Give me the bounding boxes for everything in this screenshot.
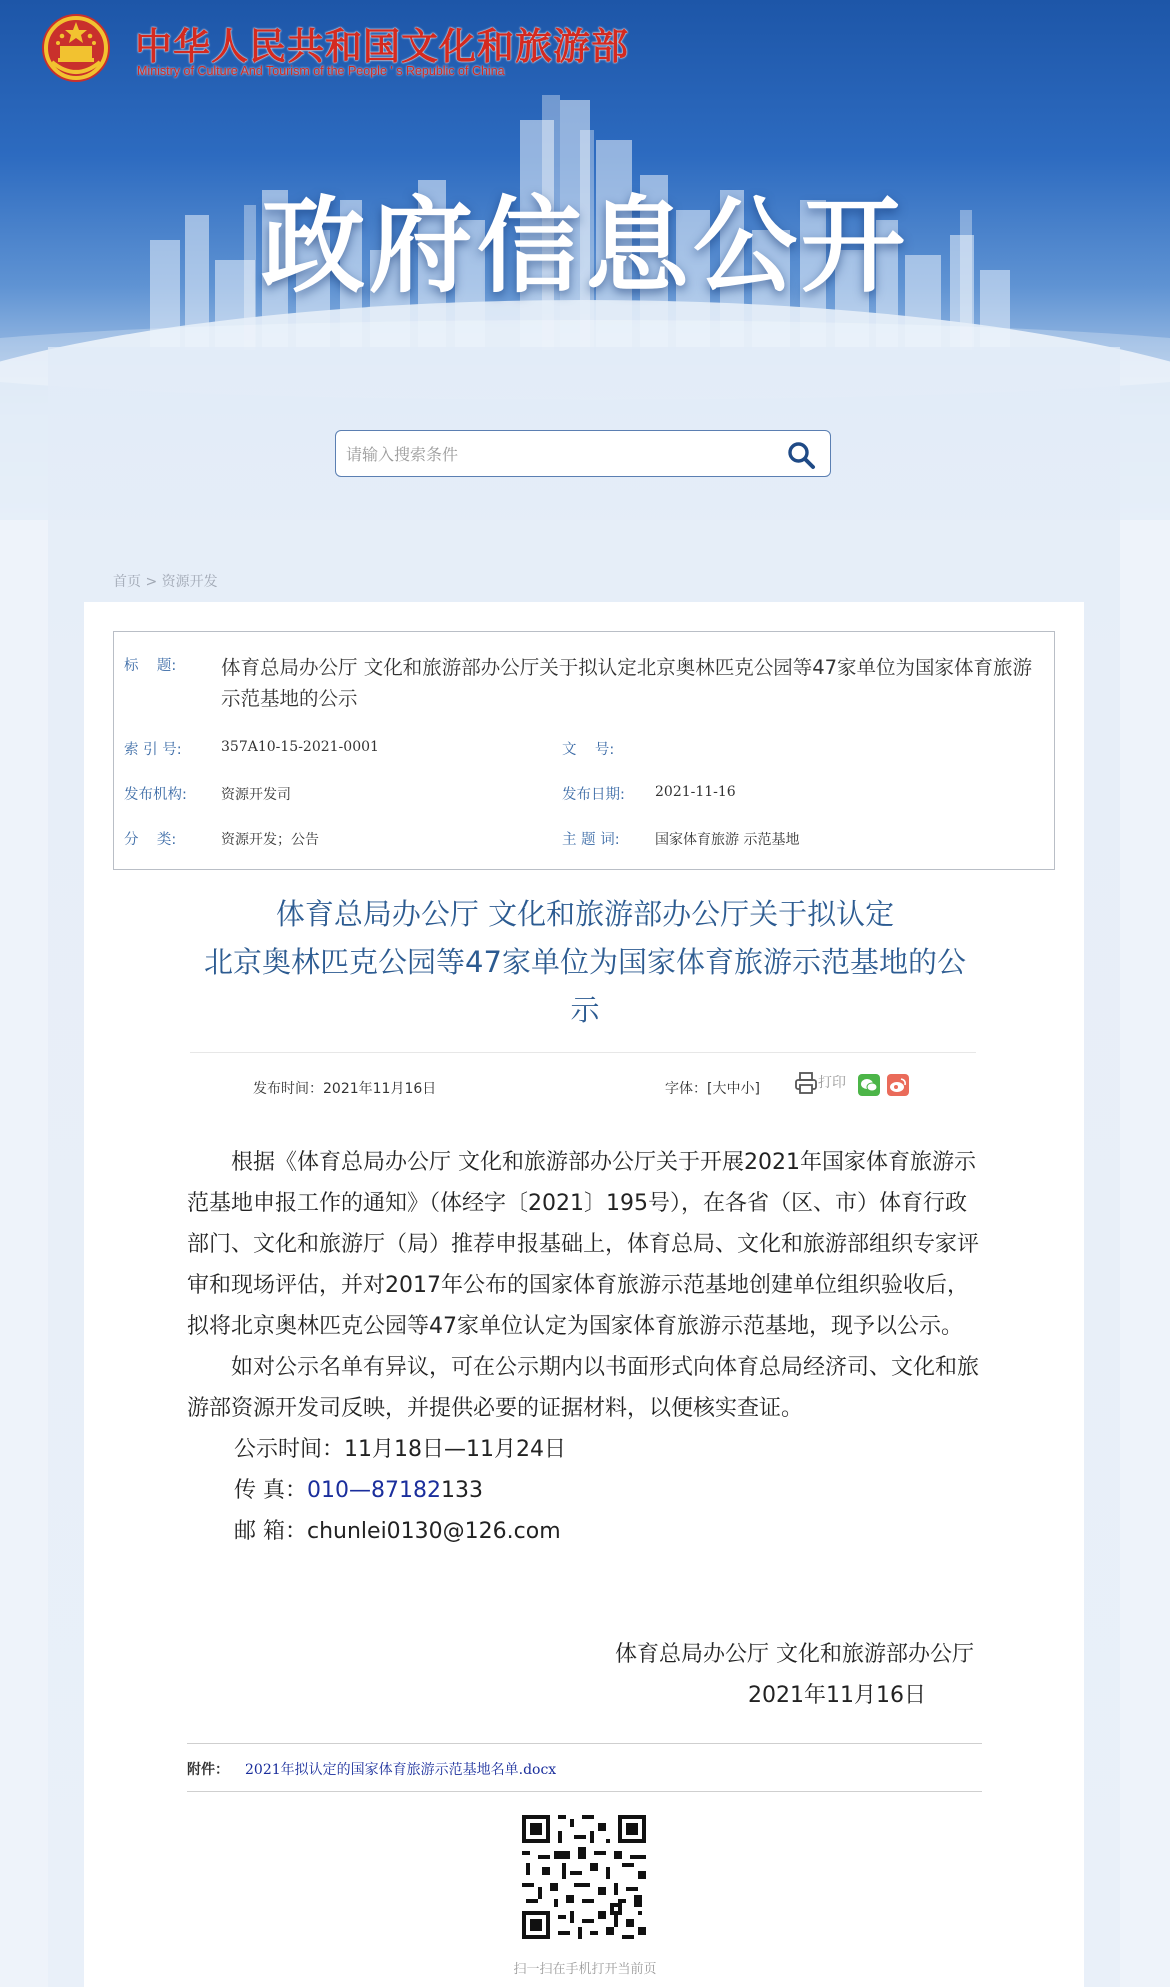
signature-org: 体育总局办公厅 文化和旅游部办公厅 bbox=[615, 1642, 974, 1667]
wechat-share-icon[interactable] bbox=[858, 1074, 880, 1096]
qr-code bbox=[518, 1811, 650, 1943]
paragraph: 根据《体育总局办公厅 文化和旅游部办公厅关于开展2021年国家体育旅游示范基地申报工作的通知》（体经字〔2021〕195号），在各省（区、市）体育行政部门、文化和旅游厅（局）推荐申报基础上，体育总局、文化和旅游部组织专家评审和现场评估，并对2017年公布的国家体育旅游示范基地创建单位组织验收后，拟将北京奥林匹克公园等47家单位认定为国家体育旅游示范基地，现予以公示。 bbox=[187, 1150, 980, 1339]
national-emblem-logo bbox=[38, 10, 114, 86]
email-line: 邮 箱：chunlei0130@126.com bbox=[234, 1519, 561, 1544]
meta-publisher-label: 发布机构: bbox=[124, 787, 187, 803]
meta-date-value: 2021-11-16 bbox=[655, 784, 736, 800]
print-button[interactable] bbox=[794, 1071, 846, 1095]
meta-category-value: 资源开发；公告 bbox=[221, 832, 319, 848]
fax-number-link[interactable]: 010—87182 bbox=[307, 1478, 441, 1503]
meta-index-value: 357A10-15-2021-0001 bbox=[221, 739, 379, 755]
meta-docno-label: 文 号: bbox=[562, 742, 615, 758]
meta-keywords-label: 主 题 词: bbox=[562, 832, 620, 848]
article-title-line: 示 bbox=[570, 993, 600, 1027]
document-metadata-table bbox=[113, 631, 1055, 870]
article-title-line: 北京奥林匹克公园等47家单位为国家体育旅游示范基地的公 bbox=[204, 945, 966, 979]
meta-index-label: 索 引 号: bbox=[124, 742, 182, 758]
breadcrumb-separator: > bbox=[141, 574, 162, 590]
article-body bbox=[187, 1142, 982, 1552]
fax-line bbox=[187, 1470, 982, 1511]
breadcrumb-current[interactable]: 资源开发 bbox=[161, 574, 218, 590]
signature-date: 2021年11月16日 bbox=[748, 1683, 926, 1708]
attachment-divider-bottom bbox=[187, 1791, 982, 1792]
attachment-label: 附件： bbox=[187, 1762, 229, 1778]
meta-keywords-value: 国家体育旅游 示范基地 bbox=[655, 832, 800, 848]
weibo-share-icon[interactable] bbox=[887, 1074, 909, 1096]
printer-icon bbox=[794, 1071, 818, 1095]
print-label: 打印 bbox=[818, 1075, 846, 1091]
search-box bbox=[335, 430, 831, 477]
paragraph: 如对公示名单有异议，可在公示期内以书面形式向体育总局经济司、文化和旅游部资源开发司反映，并提供必要的证据材料，以便核实查证。 bbox=[187, 1355, 980, 1421]
page-headline: 政府信息公开 bbox=[260, 185, 909, 307]
meta-date-label: 发布日期: bbox=[562, 787, 625, 803]
search-icon[interactable] bbox=[786, 440, 816, 470]
ministry-name-cn: 中华人民共和国文化和旅游部 bbox=[135, 25, 629, 68]
article-title bbox=[170, 890, 1000, 1034]
fax-number-rest: 133 bbox=[440, 1478, 483, 1503]
article-title-line: 体育总局办公厅 文化和旅游部办公厅关于拟认定 bbox=[275, 897, 895, 931]
qr-caption: 扫一扫在手机打开当前页 bbox=[513, 1962, 657, 1977]
signature-block bbox=[615, 1634, 974, 1716]
ministry-name-en: Ministry of Culture And Tourism of the People ' s Republic of China bbox=[137, 64, 505, 78]
fax-label: 传 真： bbox=[234, 1478, 307, 1503]
attachment-divider-top bbox=[187, 1743, 982, 1744]
title-divider bbox=[190, 1052, 976, 1053]
meta-category-label: 分 类: bbox=[124, 832, 177, 848]
public-notice-period: 公示时间：11月18日—11月24日 bbox=[234, 1437, 566, 1462]
breadcrumb-home-link[interactable]: 首页 bbox=[113, 574, 141, 590]
meta-title-value: 体育总局办公厅 文化和旅游部办公厅关于拟认定北京奥林匹克公园等47家单位为国家体育旅游示范基地的公示 bbox=[221, 656, 1033, 710]
font-size-selector[interactable]: 字体：[大中小] bbox=[665, 1081, 760, 1097]
breadcrumb bbox=[113, 571, 218, 591]
meta-title-label: 标 题: bbox=[124, 658, 177, 674]
meta-publisher-value: 资源开发司 bbox=[221, 787, 291, 803]
search-input[interactable] bbox=[344, 431, 768, 478]
attachment-link[interactable]: 2021年拟认定的国家体育旅游示范基地名单.docx bbox=[245, 1762, 557, 1778]
publish-time: 发布时间：2021年11月16日 bbox=[253, 1081, 437, 1097]
